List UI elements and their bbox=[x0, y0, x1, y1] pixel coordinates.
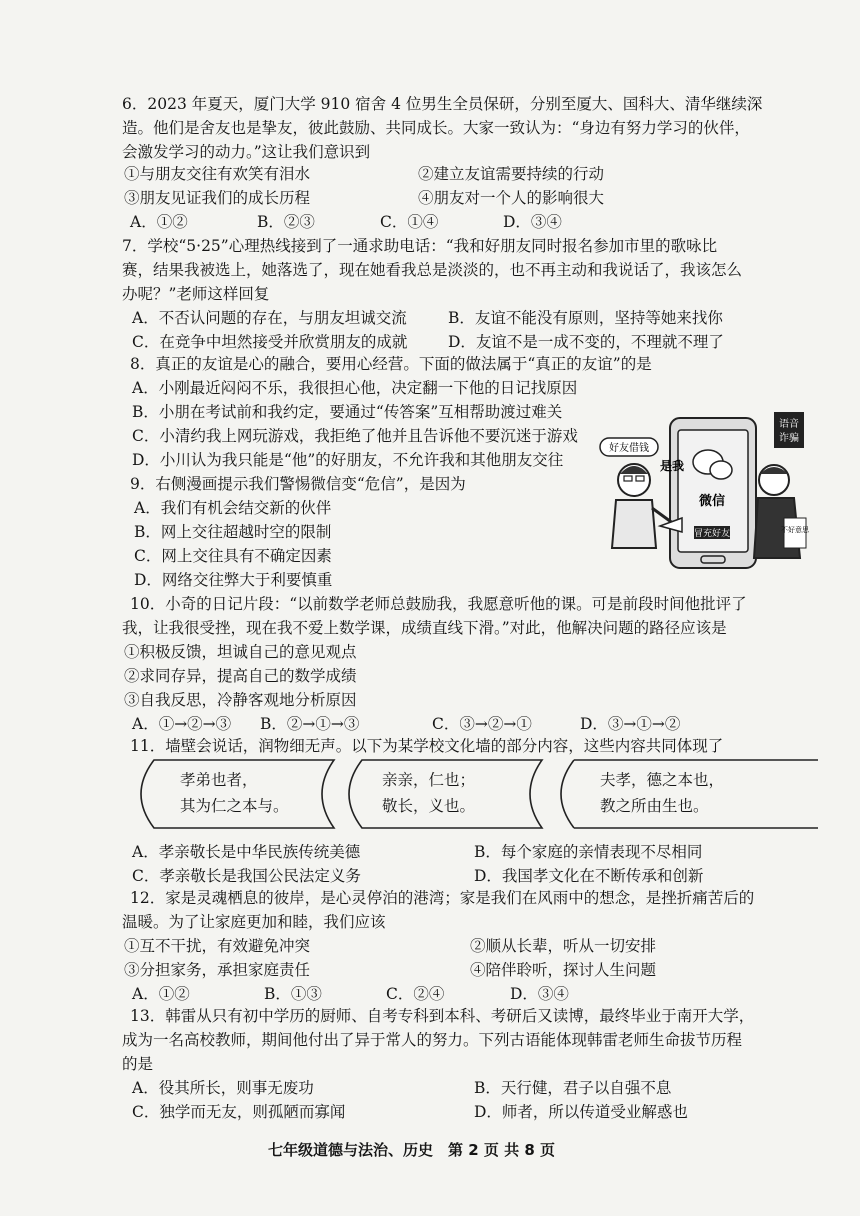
wall-quote-1-line-1: 孝弟也者， bbox=[180, 771, 258, 789]
culture-wall bbox=[124, 758, 818, 830]
q8-choice-a: A．小刚最近闷闷不乐，我很担心他，决定翻一下他的日记找原因 bbox=[132, 379, 578, 397]
q12-choice-b: B．①③ bbox=[264, 985, 322, 1003]
its-me-label: 是我 bbox=[660, 459, 685, 473]
q12-choice-a: A．①② bbox=[132, 985, 190, 1003]
q10-choice-d: D．③→①→② bbox=[580, 715, 681, 733]
q13-choice-a: A．役其所长，则事无废功 bbox=[132, 1079, 314, 1097]
q13-choice-c: C．独学而无友，则孤陋而寡闻 bbox=[132, 1103, 346, 1121]
svg-text:诈骗: 诈骗 bbox=[779, 433, 799, 444]
q10-stem-line-1: 10．小奇的日记片段：“以前数学老师总鼓励我，我愿意听他的课。可是前段时间他批评了 bbox=[130, 595, 747, 613]
q11-choice-d: D．我国孝文化在不断传承和创新 bbox=[474, 867, 704, 885]
q9-stem: 9．右侧漫画提示我们警惕微信变“危信”，是因为 bbox=[130, 475, 466, 493]
q11-choice-c: C．孝亲敬长是我国公民法定义务 bbox=[132, 867, 361, 885]
q7-stem-line-2: 赛，结果我被选上，她落选了，现在她看我总是淡淡的，也不再主动和我说话了，我该怎么 bbox=[122, 261, 743, 279]
q11-stem: 11．墙壁会说话，润物细无声。以下为某学校文化墙的部分内容，这些内容共同体现了 bbox=[130, 737, 724, 755]
q11-choice-b: B．每个家庭的亲情表现不尽相同 bbox=[474, 843, 703, 861]
impersonate-label: 冒充好友 bbox=[693, 529, 731, 539]
q10-stem-line-2: 我，让我很受挫，现在我不爱上数学课，成绩直线下滑。”对此，他解决问题的路径应该是 bbox=[122, 619, 727, 637]
q7-choice-a: A．不否认问题的存在，与朋友坦诚交流 bbox=[132, 309, 407, 327]
q6-item-2: ②建立友谊需要持续的行动 bbox=[418, 165, 605, 183]
sign-label: 不好意思 bbox=[781, 526, 809, 534]
q12-choice-d: D．③④ bbox=[510, 985, 569, 1003]
q13-stem-line-2: 成为一名高校教师，期间他付出了异于常人的努力。下列古语能体现韩雷老师生命拔节历程 bbox=[122, 1031, 743, 1049]
page-footer: 七年级道德与法治、历史 第 2 页 共 8 页 bbox=[268, 1141, 555, 1159]
q9-choice-c: C．网上交往具有不确定因素 bbox=[134, 547, 332, 565]
wall-quote-1-line-2: 其为仁之本与。 bbox=[180, 797, 289, 815]
q12-item-1: ①互不干扰，有效避免冲突 bbox=[124, 937, 311, 955]
q12-item-4: ④陪伴聆听，探讨人生问题 bbox=[470, 961, 657, 979]
wall-quote-2-line-1: 亲亲，仁也； bbox=[382, 771, 476, 789]
q13-choice-b: B．天行健，君子以自强不息 bbox=[474, 1079, 672, 1097]
q7-stem-line-3: 办呢？”老师这样回复 bbox=[122, 285, 270, 303]
q8-stem: 8．真正的友谊是心的融合，要用心经营。下面的做法属于“真正的友谊”的是 bbox=[130, 355, 652, 373]
q6-item-1: ①与朋友交往有欢笑有泪水 bbox=[124, 165, 311, 183]
q9-choice-b: B．网上交往超越时空的限制 bbox=[134, 523, 332, 541]
q10-item-3: ③自我反思，冷静客观地分析原因 bbox=[124, 691, 357, 709]
wall-quote-3-line-1: 夫孝，德之本也， bbox=[600, 771, 725, 789]
wall-quote-2-line-2: 敬长，义也。 bbox=[382, 797, 476, 815]
q7-choice-d: D．友谊不是一成不变的，不理就不理了 bbox=[448, 333, 724, 351]
svg-text:语音: 语音 bbox=[779, 419, 799, 430]
q10-choice-a: A．①→②→③ bbox=[132, 715, 232, 733]
q12-item-3: ③分担家务，承担家庭责任 bbox=[124, 961, 311, 979]
q6-choice-a: A．①② bbox=[130, 213, 188, 231]
wechat-label: 微信 bbox=[698, 494, 726, 509]
q10-choice-c: C．③→②→① bbox=[432, 715, 532, 733]
q13-stem-line-3: 的是 bbox=[122, 1055, 154, 1073]
q12-choice-c: C．②④ bbox=[386, 985, 445, 1003]
q8-choice-c: C．小清约我上网玩游戏，我拒绝了他并且告诉他不要沉迷于游戏 bbox=[132, 427, 578, 445]
q6-stem-line-2: 造。他们是舍友也是挚友，彼此鼓励、共同成长。大家一致认为：“身边有努力学习的伙伴， bbox=[122, 119, 750, 137]
q11-choice-a: A．孝亲敬长是中华民族传统美德 bbox=[132, 843, 361, 861]
q6-item-3: ③朋友见证我们的成长历程 bbox=[124, 189, 311, 207]
q10-item-1: ①积极反馈，坦诚自己的意见观点 bbox=[124, 643, 357, 661]
q12-stem-line-1: 12．家是灵魂栖息的彼岸，是心灵停泊的港湾；家是我们在风雨中的想念，是挫折痛苦后的 bbox=[130, 889, 755, 907]
friend-borrow-label: 好友借钱 bbox=[609, 443, 649, 454]
q6-choice-c: C．①④ bbox=[380, 213, 439, 231]
q13-choice-d: D．师者，所以传道受业解惑也 bbox=[474, 1103, 688, 1121]
q13-stem-line-1: 13．韩雷从只有初中学历的厨师、自考专科到本科、考研后又读博，最终毕业于南开大学， bbox=[130, 1007, 755, 1025]
wechat-fraud-cartoon bbox=[598, 408, 812, 578]
q12-stem-line-2: 温暖。为了让家庭更加和睦，我们应该 bbox=[122, 913, 386, 931]
wall-quote-3-line-2: 教之所由生也。 bbox=[600, 797, 709, 815]
q9-choice-a: A．我们有机会结交新的伙伴 bbox=[134, 499, 332, 517]
q7-stem-line-1: 7．学校“5·25”心理热线接到了一通求助电话：“我和好朋友同时报名参加市里的歌咏比 bbox=[122, 237, 718, 255]
q10-item-2: ②求同存异，提高自己的数学成绩 bbox=[124, 667, 357, 685]
q6-stem-line-3: 会激发学习的动力。”这让我们意识到 bbox=[122, 143, 371, 161]
q7-choice-c: C．在竞争中坦然接受并欣赏朋友的成就 bbox=[132, 333, 408, 351]
q6-item-4: ④朋友对一个人的影响很大 bbox=[418, 189, 605, 207]
q8-choice-d: D．小川认为我只能是“他”的好朋友，不允许我和其他朋友交往 bbox=[132, 451, 564, 469]
q12-item-2: ②顺从长辈，听从一切安排 bbox=[470, 937, 657, 955]
q7-choice-b: B．友谊不能没有原则，坚持等她来找你 bbox=[448, 309, 723, 327]
q9-choice-d: D．网络交往弊大于利要慎重 bbox=[134, 571, 333, 589]
q6-stem-line-1: 6．2023 年夏天，厦门大学 910 宿舍 4 位男生全员保研，分别至厦大、国科大、清华继续深 bbox=[122, 95, 763, 113]
q8-choice-b: B．小朋在考试前和我约定，要通过“传答案”互相帮助渡过难关 bbox=[132, 403, 563, 421]
q6-choice-b: B．②③ bbox=[257, 213, 315, 231]
q10-choice-b: B．②→①→③ bbox=[260, 715, 360, 733]
q6-choice-d: D．③④ bbox=[503, 213, 562, 231]
